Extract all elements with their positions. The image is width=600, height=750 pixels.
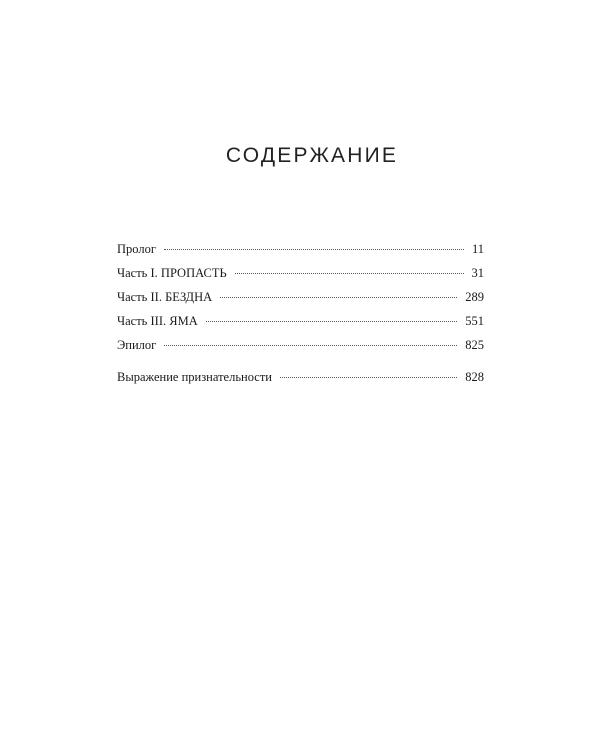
toc-entry-page: 31 xyxy=(471,266,484,280)
toc-entry-title: Часть I. ПРОПАСТЬ xyxy=(117,266,227,280)
dot-leader xyxy=(280,377,457,378)
toc-entry-part-2 xyxy=(117,290,484,314)
toc-entry-title: Часть II. БЕЗДНА xyxy=(117,290,213,304)
toc-entry-epilogue xyxy=(117,338,484,362)
toc-entry-part-3 xyxy=(117,314,484,338)
toc-entry-title: Часть III. ЯМА xyxy=(117,314,198,328)
toc-entry-title: Пролог xyxy=(117,242,156,256)
toc-entry-page: 551 xyxy=(465,314,484,328)
toc-entry-title: Выражение признательности xyxy=(117,370,272,384)
dot-leader xyxy=(235,273,464,274)
toc-entry-prologue xyxy=(117,242,484,266)
dot-leader xyxy=(164,345,457,346)
dot-leader xyxy=(220,297,457,298)
toc-entry-page: 825 xyxy=(465,338,484,352)
toc-entry-acknowledgements xyxy=(117,370,484,394)
toc-entry-page: 11 xyxy=(471,242,484,256)
toc-entry-page: 289 xyxy=(465,290,484,304)
table-of-contents xyxy=(117,242,484,394)
dot-leader xyxy=(164,249,464,250)
toc-entry-title: Эпилог xyxy=(117,338,157,352)
dot-leader xyxy=(206,321,458,322)
toc-entry-part-1 xyxy=(117,266,484,290)
toc-entry-page: 828 xyxy=(465,370,484,384)
page-title: СОДЕРЖАНИЕ xyxy=(225,144,399,167)
